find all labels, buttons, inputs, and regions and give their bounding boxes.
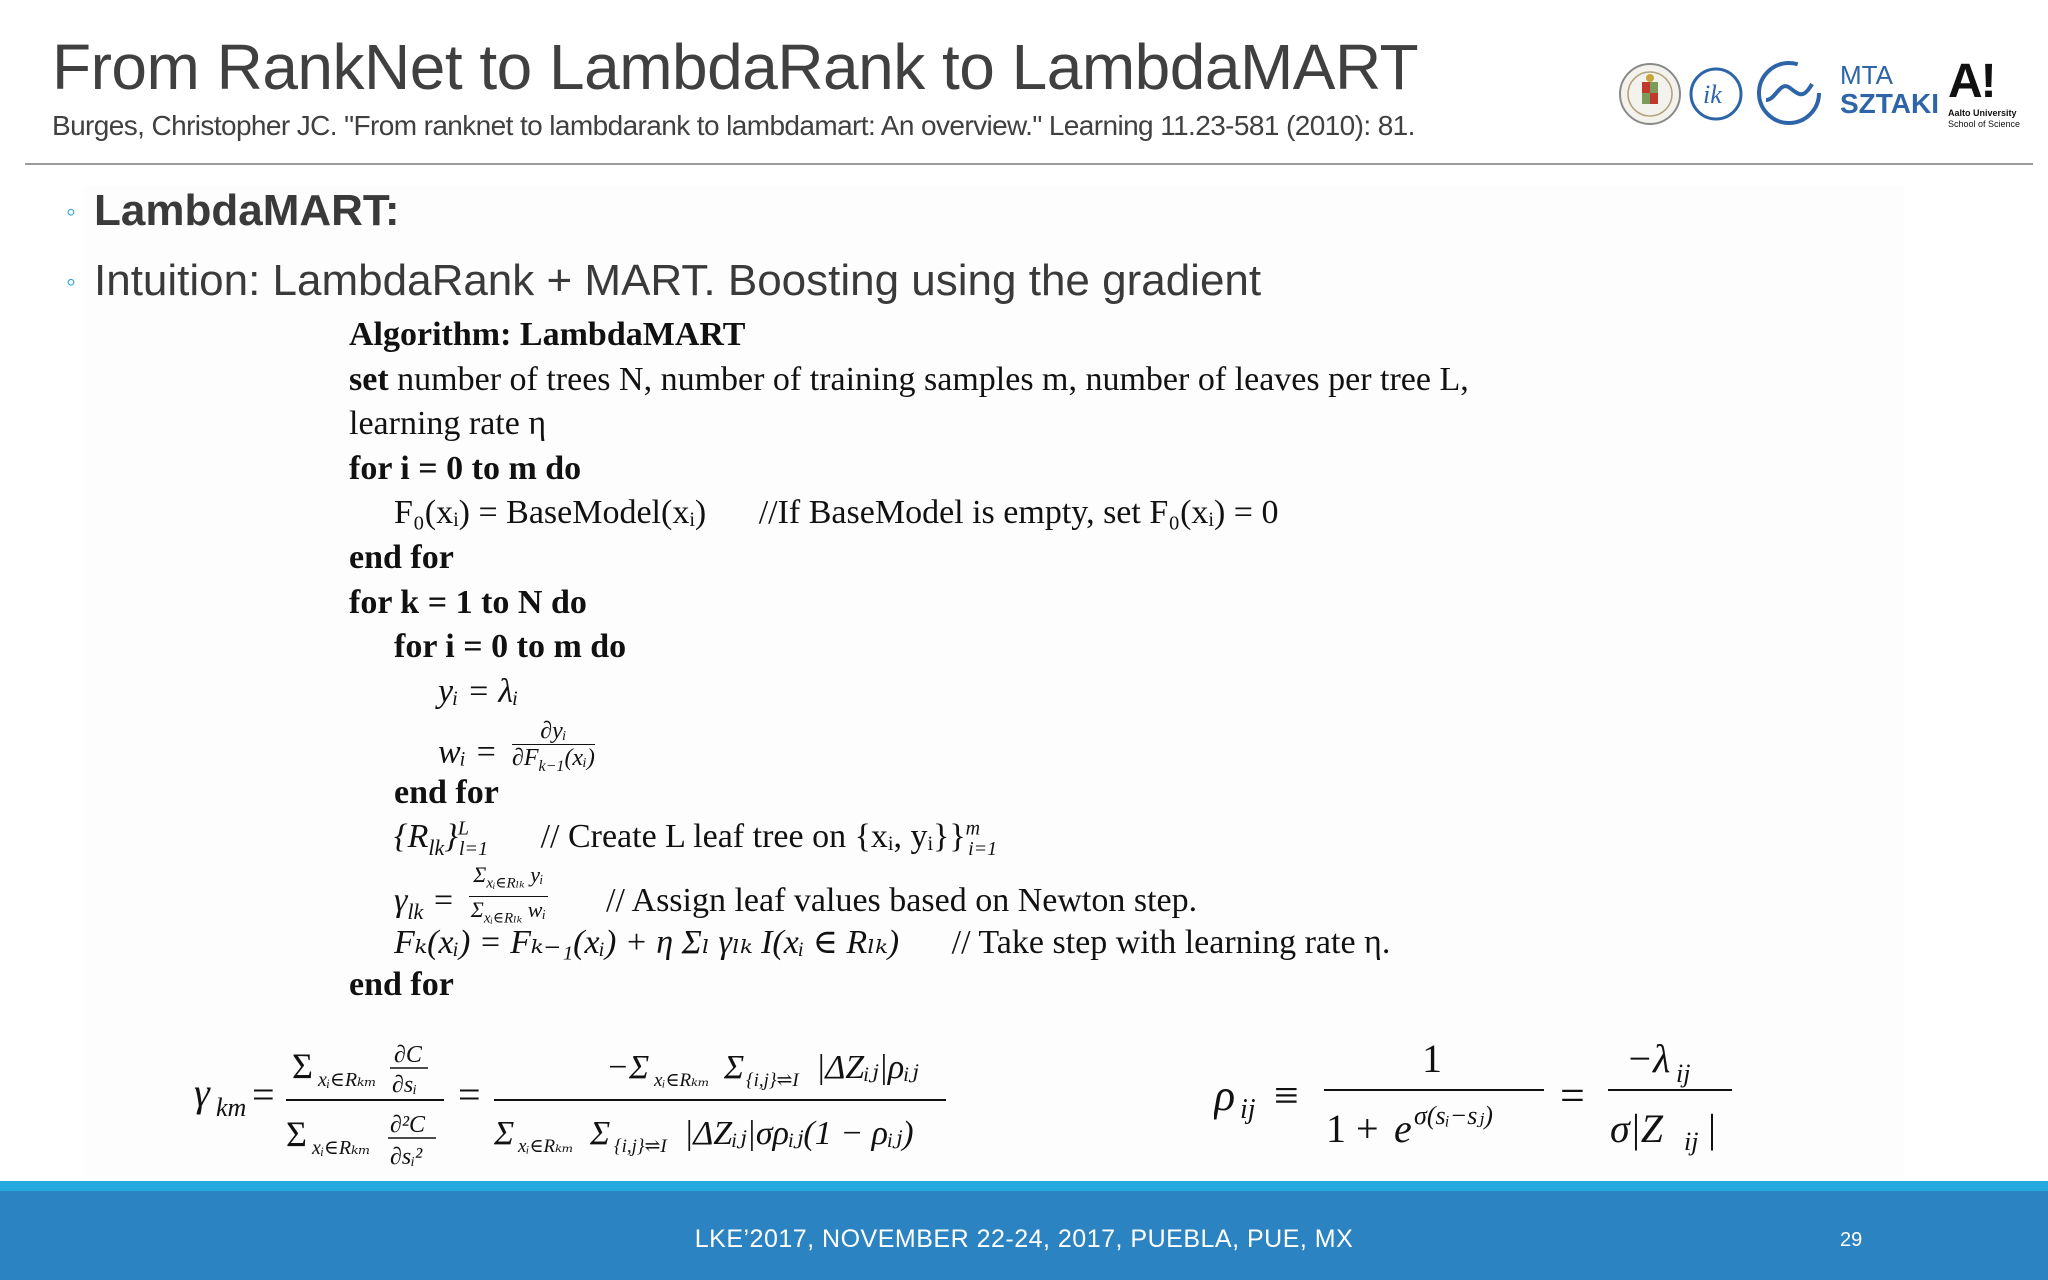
svg-text:km: km bbox=[216, 1093, 247, 1122]
bullet-marker: ◦ bbox=[66, 196, 76, 227]
svg-text:∂C: ∂C bbox=[394, 1042, 422, 1068]
bullet-marker: ◦ bbox=[66, 266, 76, 297]
rlk-comment: // Create L leaf tree on {xᵢ, yᵢ}}$^m_{i=1}$ bbox=[540, 818, 998, 861]
svg-text:1: 1 bbox=[1422, 1036, 1442, 1081]
ik-logo-text: ik bbox=[1703, 80, 1722, 109]
svg-text:∂sᵢ: ∂sᵢ bbox=[392, 1072, 417, 1098]
svg-text:ij: ij bbox=[1684, 1127, 1699, 1156]
svg-text:=: = bbox=[252, 1072, 275, 1117]
f0-formula: F₀(xᵢ) = BaseModel(xᵢ) bbox=[394, 494, 707, 531]
wi-den bbox=[512, 745, 595, 780]
logo-strip bbox=[1618, 56, 2030, 132]
svg-text:Σ: Σ bbox=[292, 1046, 313, 1086]
svg-text:xᵢ∈Rₖₘ: xᵢ∈Rₖₘ bbox=[318, 1069, 377, 1091]
svg-text:1 +: 1 + bbox=[1326, 1106, 1379, 1151]
svg-text:=: = bbox=[1560, 1071, 1585, 1120]
svg-text:Σ: Σ bbox=[494, 1115, 515, 1152]
gamma-num: $\Sigma_{xᵢ\in R_{lk}}$ yᵢ bbox=[469, 862, 547, 897]
svg-text:ij: ij bbox=[1240, 1094, 1256, 1125]
svg-text:ij: ij bbox=[1676, 1059, 1691, 1088]
svg-text:∂sᵢ²: ∂sᵢ² bbox=[390, 1144, 423, 1170]
svg-text:{i,j}⇌I: {i,j}⇌I bbox=[746, 1070, 799, 1091]
svg-text:Σ: Σ bbox=[286, 1114, 307, 1154]
svg-text:|: | bbox=[1708, 1106, 1717, 1151]
svg-text:−λ: −λ bbox=[1626, 1036, 1671, 1081]
citation: Burges, Christopher JC. "From ranknet to lambdarank to lambdamart: An overview." Learning 11.23-581 (2010): 81. bbox=[52, 110, 1415, 141]
rho-ij-equation bbox=[1214, 1026, 1834, 1176]
wi-den-sub: k−1 bbox=[538, 757, 565, 775]
svg-text:ρ: ρ bbox=[1214, 1071, 1236, 1120]
algorithm-endfor2: end for bbox=[349, 966, 454, 1003]
page-number: 29 bbox=[1840, 1229, 1863, 1251]
fk-formula: Fₖ(xᵢ) = Fₖ₋₁(xᵢ) + η Σₗ γₗₖ I(xᵢ ∈ Rₗₖ) bbox=[394, 924, 900, 961]
gamma-symbol: γ bbox=[394, 881, 408, 919]
set-keyword: set bbox=[349, 361, 389, 398]
algorithm-figure bbox=[84, 186, 1904, 1176]
slide-title: From RankNet to LambdaRank to LambdaMART bbox=[52, 31, 1419, 103]
svg-text:Σ: Σ bbox=[590, 1115, 611, 1152]
svg-text:xᵢ∈Rₖₘ: xᵢ∈Rₖₘ bbox=[518, 1136, 574, 1157]
set-line-text: number of trees N, number of training samples m, number of leaves per tree L, bbox=[397, 361, 1469, 398]
algorithm-for2: for k = 1 to N do bbox=[349, 584, 587, 621]
aalto-logo-line2: School of Science bbox=[1948, 119, 2021, 129]
sztaki-logo-top: MTA bbox=[1840, 60, 1893, 90]
algorithm-endfor3: end for bbox=[394, 774, 499, 811]
footer-bar bbox=[0, 1191, 2048, 1280]
svg-text:γ: γ bbox=[194, 1070, 210, 1115]
algorithm-for3: for i = 0 to m do bbox=[394, 628, 627, 665]
wi-den-arg: (xᵢ) bbox=[564, 745, 595, 771]
rlk-comment-text: // Create L leaf tree on {xᵢ, yᵢ} bbox=[540, 818, 950, 856]
gamma-left: $\gamma_{lk}$ = bbox=[394, 881, 455, 924]
svg-text:Σ: Σ bbox=[724, 1049, 745, 1086]
svg-text:σ(sᵢ−sⱼ): σ(sᵢ−sⱼ) bbox=[1414, 1101, 1493, 1130]
svg-text:|ΔZᵢⱼ|σρᵢⱼ(1 − ρᵢⱼ): |ΔZᵢⱼ|σρᵢⱼ(1 − ρᵢⱼ) bbox=[684, 1115, 914, 1152]
algorithm-set-line2: learning rate η bbox=[349, 405, 547, 442]
header-divider bbox=[25, 163, 2033, 165]
svg-text:e: e bbox=[1394, 1106, 1412, 1151]
algorithm-fk-line bbox=[394, 922, 1390, 962]
gamma-comment: // Assign leaf values based on Newton step. bbox=[606, 881, 1198, 919]
algorithm-yi-line: yᵢ = λᵢ bbox=[438, 673, 519, 710]
svg-text:=: = bbox=[458, 1072, 481, 1117]
wi-den-main: ∂F bbox=[512, 745, 539, 771]
footer-text: LKE’2017, NOVEMBER 22-24, 2017, PUEBLA, PUE, MX bbox=[694, 1225, 1354, 1253]
algorithm-for1: for i = 0 to m do bbox=[349, 450, 582, 487]
svg-text:∂²C: ∂²C bbox=[390, 1112, 426, 1138]
svg-text:|ΔZᵢⱼ|ρᵢⱼ: |ΔZᵢⱼ|ρᵢⱼ bbox=[816, 1049, 919, 1086]
f0-comment: //If BaseModel is empty, set F₀(xᵢ) = 0 bbox=[758, 494, 1279, 531]
bullet-text: Intuition: LambdaRank + MART. Boosting using the gradient bbox=[94, 256, 1262, 305]
aalto-logo-line1: Aalto University bbox=[1948, 108, 2017, 118]
sztaki-swirl-logo bbox=[1754, 58, 1824, 128]
rlk-set: $\{R_{lk}\}^L_{l=1}$ bbox=[394, 818, 489, 861]
svg-text:≡: ≡ bbox=[1274, 1071, 1299, 1120]
rlk-open: {R bbox=[394, 818, 429, 856]
svg-text:σ|Z: σ|Z bbox=[1610, 1106, 1663, 1151]
svg-text:xᵢ∈Rₖₘ: xᵢ∈Rₖₘ bbox=[654, 1070, 710, 1091]
wi-num: ∂yᵢ bbox=[512, 718, 595, 745]
bullet-text: LambdaMART: bbox=[94, 186, 400, 235]
svg-text:xᵢ∈Rₖₘ: xᵢ∈Rₖₘ bbox=[312, 1137, 371, 1159]
algorithm-title bbox=[349, 316, 745, 354]
wi-left: wᵢ = bbox=[438, 733, 498, 771]
footer-accent-stripe bbox=[0, 1181, 2048, 1191]
svg-text:−Σ: −Σ bbox=[606, 1049, 650, 1086]
ik-logo bbox=[1688, 66, 1744, 122]
algorithm-title-text: Algorithm: LambdaMART bbox=[349, 316, 746, 353]
gamma-km-equation bbox=[194, 1026, 1154, 1176]
gamma-den: $\Sigma_{xᵢ\in R_{lk}}$ wᵢ bbox=[470, 897, 546, 927]
svg-text:{i,j}⇌I: {i,j}⇌I bbox=[614, 1136, 667, 1157]
university-seal-logo bbox=[1618, 62, 1682, 126]
aalto-logo-mark: A! bbox=[1948, 55, 1995, 108]
algorithm-rlk-line bbox=[394, 818, 997, 861]
algorithm-endfor1: end for bbox=[349, 539, 454, 576]
sztaki-logo-bottom: SZTAKI bbox=[1840, 88, 1940, 119]
algorithm-f0-line bbox=[394, 494, 1278, 532]
fk-comment: // Take step with learning rate η. bbox=[951, 924, 1391, 961]
algorithm-set-line bbox=[349, 361, 1469, 399]
wi-fraction bbox=[512, 718, 595, 780]
